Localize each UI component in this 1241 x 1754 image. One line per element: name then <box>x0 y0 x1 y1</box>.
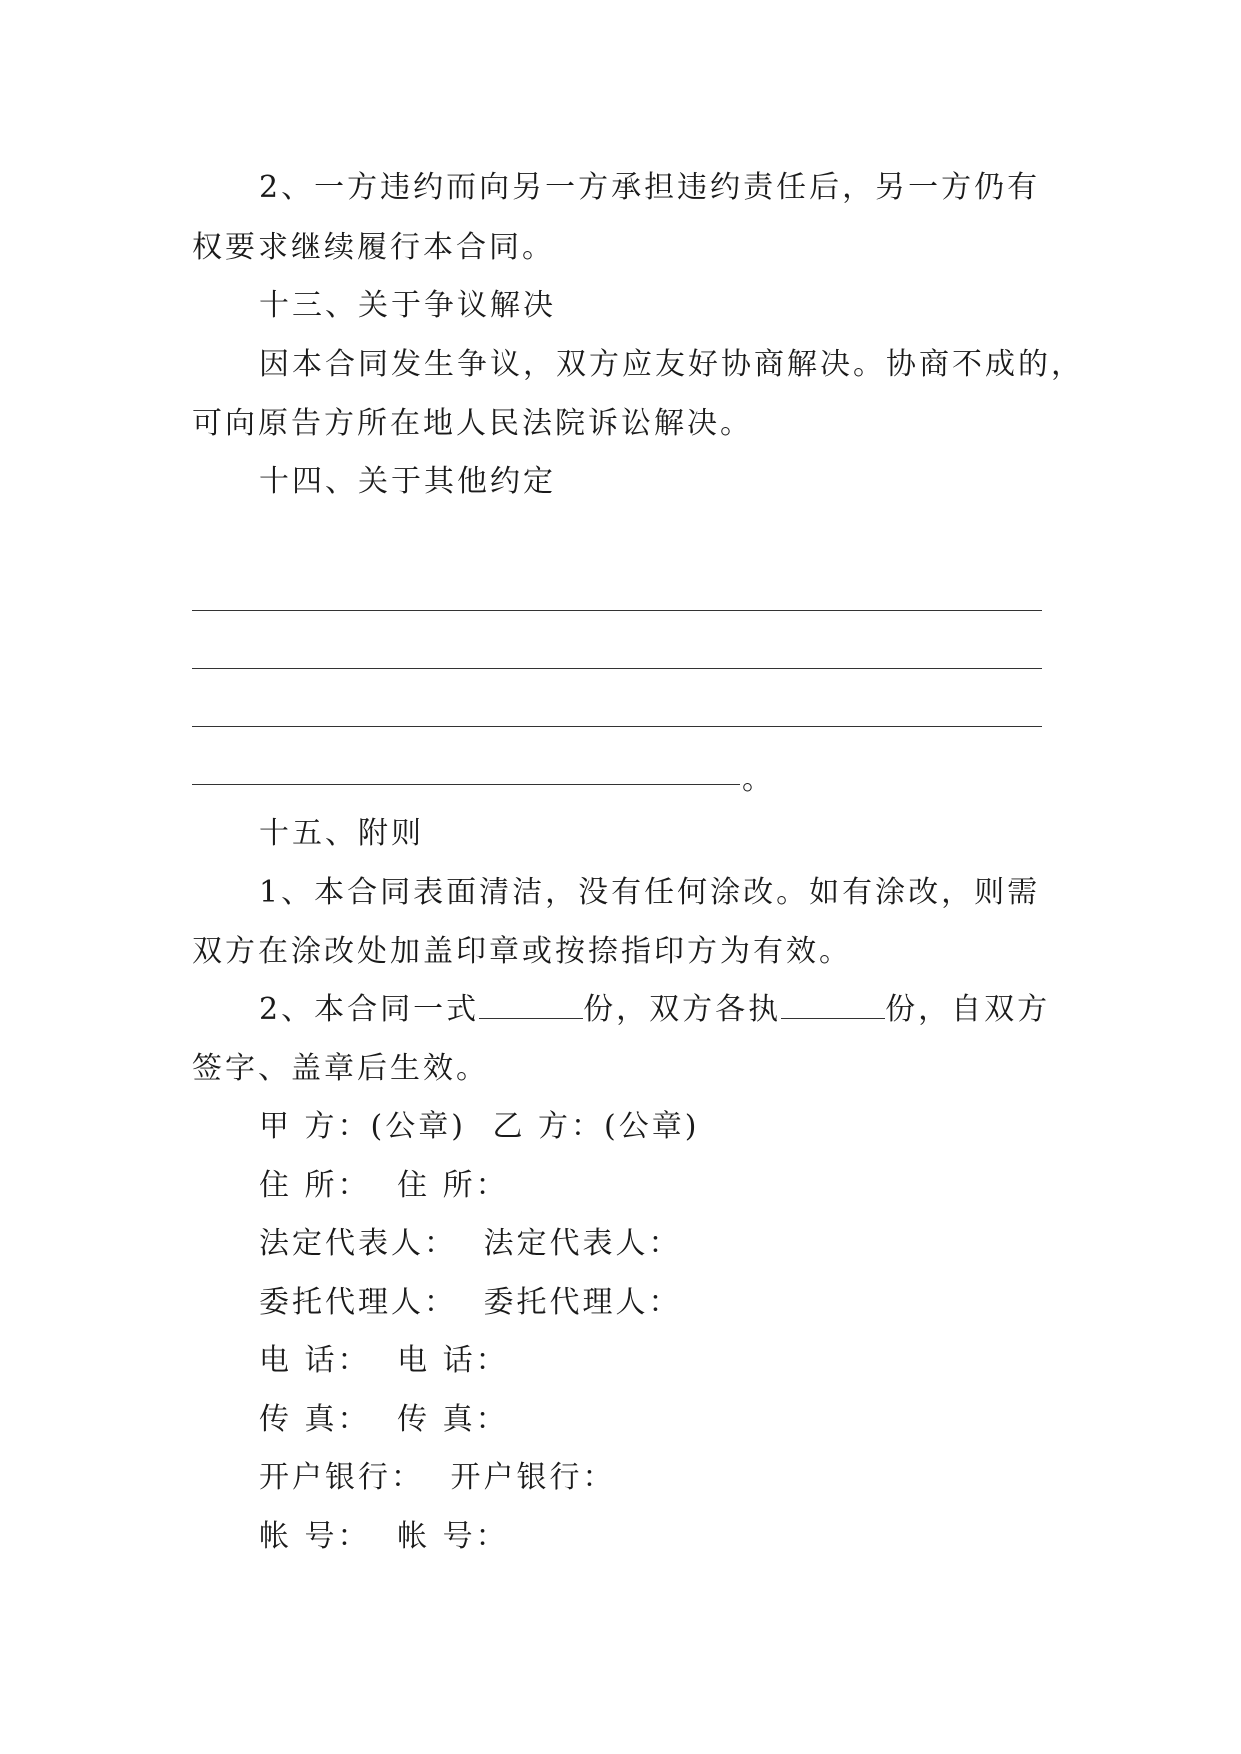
signature-row-party <box>259 1107 699 1147</box>
account-b-label: 帐 号： <box>397 1519 509 1554</box>
party-a-label: 甲 方：(公章) <box>259 1109 466 1144</box>
fax-b-label: 传 真： <box>397 1402 509 1437</box>
signature-row-fax <box>259 1400 509 1440</box>
signature-row-phone <box>259 1341 509 1381</box>
paragraph-line: 双方在涂改处加盖印章或按捺指印方为有效。 <box>192 934 852 969</box>
copies-text: 2、本合同一式 <box>259 992 480 1027</box>
signature-row-bank <box>259 1458 616 1498</box>
fill-in-blank-line <box>192 726 1042 727</box>
fill-in-blank-line <box>192 784 740 785</box>
copies-blank <box>479 992 583 1019</box>
copies-text: 份，自双方 <box>885 992 1051 1027</box>
bank-b-label: 开户银行： <box>450 1460 616 1495</box>
bank-a-label: 开户银行： <box>259 1460 424 1495</box>
paragraph-line: 1、本合同表面清洁，没有任何涂改。如有涂改，则需 <box>259 875 1041 910</box>
party-b-label: 乙 方：(公章) <box>492 1109 700 1144</box>
account-a-label: 帐 号： <box>259 1519 371 1554</box>
fill-in-blank-line <box>192 668 1042 669</box>
signature-row-address <box>259 1166 509 1206</box>
section-heading: 十五、附则 <box>259 816 424 851</box>
fax-a-label: 传 真： <box>259 1402 371 1437</box>
blank-terminator: 。 <box>742 762 775 797</box>
paragraph-line: 可向原告方所在地人民法院诉讼解决。 <box>192 406 753 441</box>
agent-b-label: 委托代理人： <box>483 1285 682 1320</box>
signature-row-agent <box>259 1283 682 1323</box>
section-heading: 十三、关于争议解决 <box>259 288 556 323</box>
paragraph-line: 签字、盖章后生效。 <box>192 1051 489 1086</box>
fill-in-blank-line <box>192 610 1042 611</box>
section-heading: 十四、关于其他约定 <box>259 464 556 499</box>
paragraph-line: 权要求继续履行本合同。 <box>192 230 555 265</box>
each-copies-blank <box>781 992 885 1019</box>
signature-row-representative <box>259 1224 682 1264</box>
agent-a-label: 委托代理人： <box>259 1285 457 1320</box>
phone-b-label: 电 话： <box>397 1343 509 1378</box>
copies-text: 份，双方各执 <box>583 992 782 1027</box>
phone-a-label: 电 话： <box>259 1343 371 1378</box>
paragraph-line <box>259 990 1050 1030</box>
address-b-label: 住 所： <box>397 1168 509 1203</box>
paragraph-line: 2、一方违约而向另一方承担违约责任后，另一方仍有 <box>259 170 1041 205</box>
signature-row-account <box>259 1517 509 1557</box>
paragraph-line: 因本合同发生争议，双方应友好协商解决。协商不成的， <box>259 347 1084 382</box>
rep-a-label: 法定代表人： <box>259 1226 457 1261</box>
address-a-label: 住 所： <box>259 1168 371 1203</box>
rep-b-label: 法定代表人： <box>483 1226 682 1261</box>
